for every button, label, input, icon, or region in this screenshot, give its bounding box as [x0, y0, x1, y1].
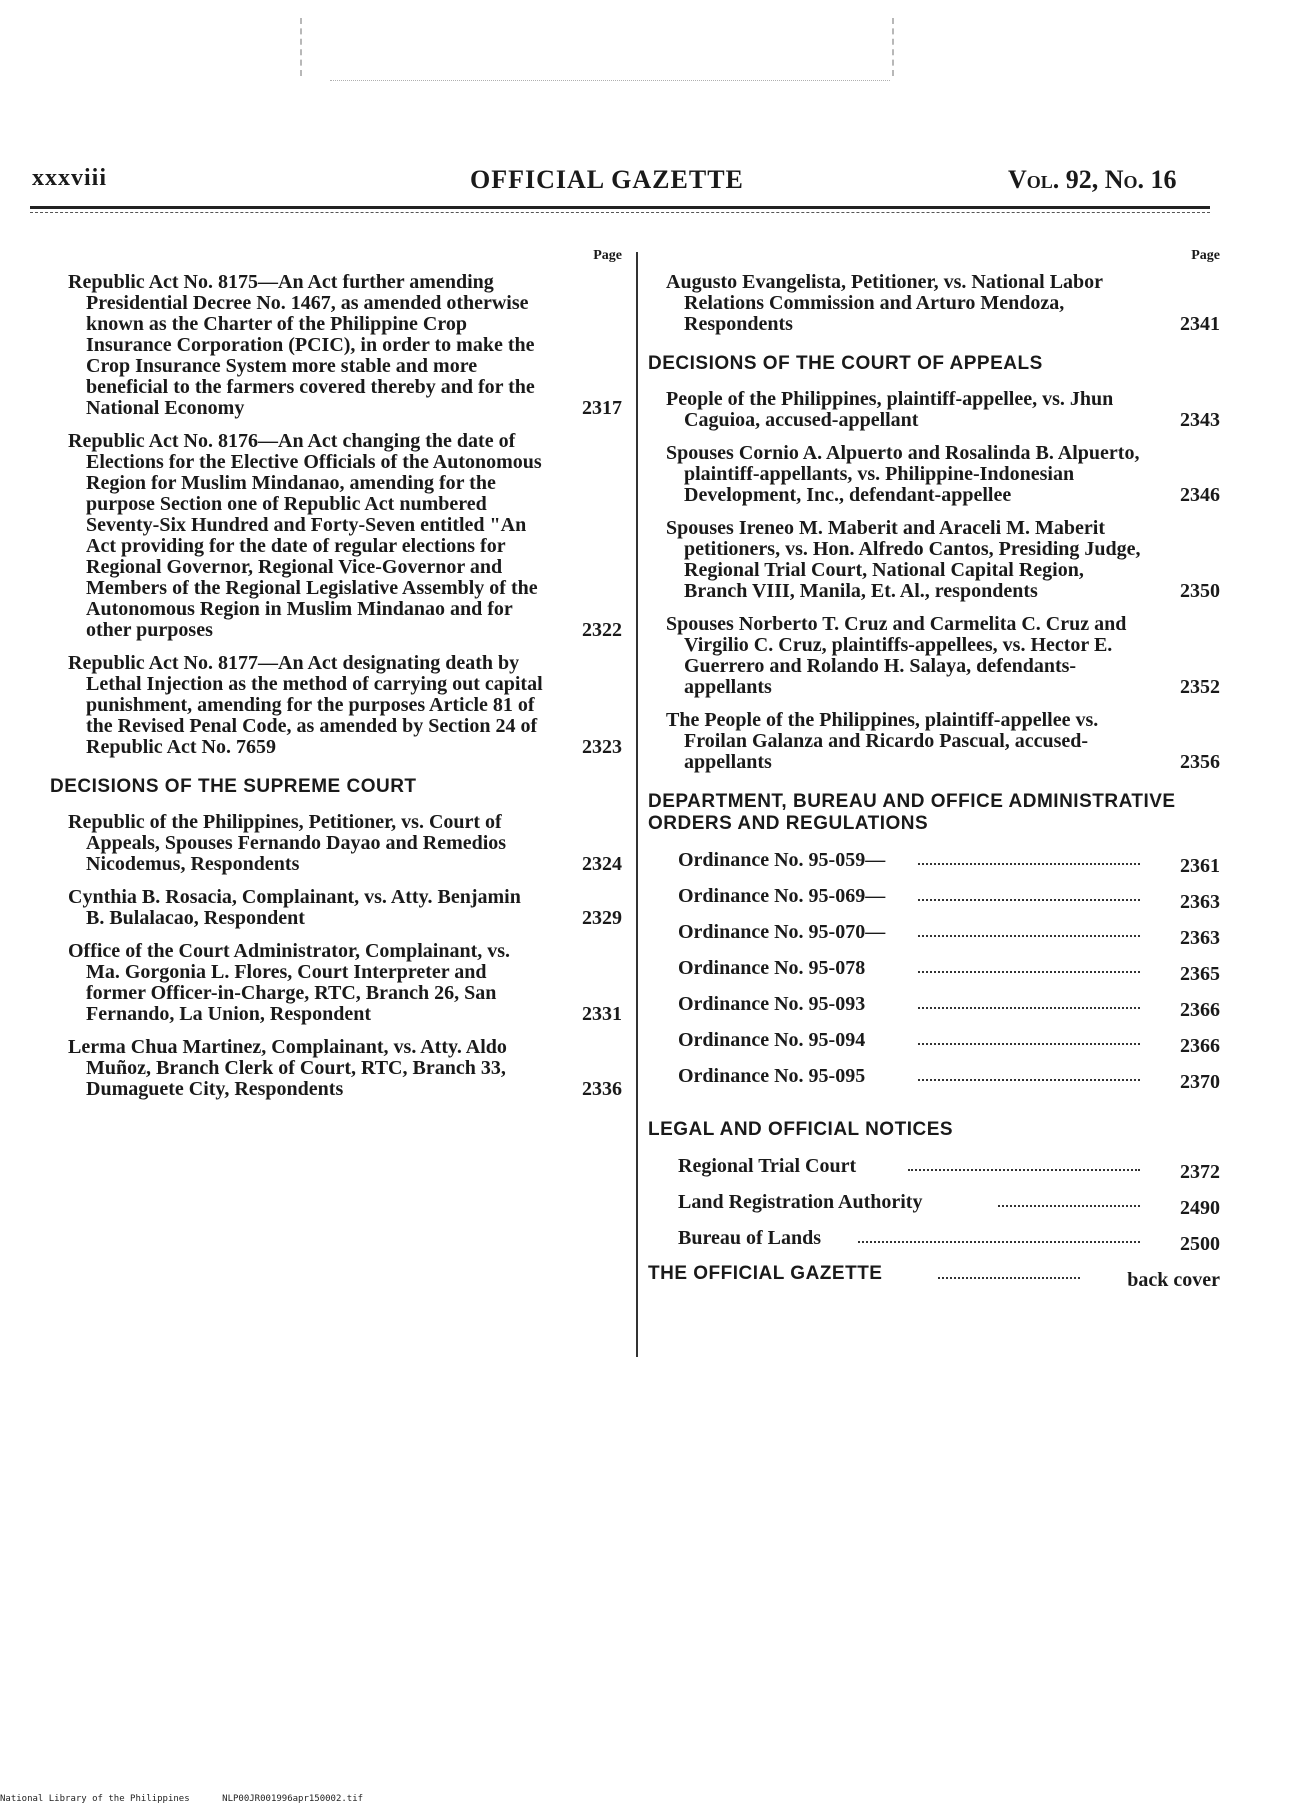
ordinance-label: Ordinance No. 95-078: [678, 957, 866, 979]
header-rule: [30, 206, 1210, 209]
section-heading-supreme-court: DECISIONS OF THE SUPREME COURT: [50, 776, 417, 797]
notice-row: [648, 1191, 1220, 1227]
ordinance-label: Ordinance No. 95-094: [678, 1029, 866, 1051]
toc-entry-text: Office of the Court Administrator, Complainant, vs. Ma. Gorgonia L. Flores, Court Interpreter and former Officer-in-Charge, RTC, Branch 26, San Fernando, La Union, Respondent: [68, 940, 511, 1025]
toc-entry-page: 2341: [1180, 313, 1220, 335]
publication-title: OFFICIAL GAZETTE: [470, 165, 744, 194]
left-column: [50, 248, 622, 1112]
notice-row: [648, 1155, 1220, 1191]
toc-entry: [648, 614, 1220, 698]
back-cover-page: back cover: [1127, 1269, 1220, 1291]
footer-library: National Library of the Philippines: [0, 1794, 190, 1804]
toc-entry-text: Republic Act No. 8176—An Act changing the date of Elections for the Elective Officials of the Autonomous Region for Muslim Mindanao, amending for the purpose Section one of Republic Act numbered Seventy-Six Hundred and Forty-Seven entitled "An Act providing for the date of regular elections for Regional Governor, Regional Vice-Governor and Members of the Regional Legislative Assembly of the Autonomous Region in Muslim Mindanao and for other purposes: [68, 430, 542, 641]
dot-leader: [918, 1079, 1140, 1081]
section-heading-department-orders: DEPARTMENT, BUREAU AND OFFICE ADMINISTRATIVE ORDERS AND REGULATIONS: [648, 791, 1176, 834]
ordinance-page: 2365: [1180, 963, 1220, 985]
dot-leader: [918, 1043, 1140, 1045]
ordinance-page: 2370: [1180, 1071, 1220, 1093]
toc-entry-page: 2346: [1180, 484, 1220, 506]
toc-entry-text: Republic of the Philippines, Petitioner, vs. Court of Appeals, Spouses Fernando Dayao and Remedios Nicodemus, Respondents: [68, 811, 507, 875]
ordinance-row: [648, 957, 1220, 993]
notice-label: Bureau of Lands: [678, 1227, 822, 1249]
toc-entry-text: Spouses Ireneo M. Maberit and Araceli M. Maberit petitioners, vs. Hon. Alfredo Cantos, Presiding Judge, Regional Trial Court, National Capital Region, Branch VIII, Manila, Et. Al., respondents: [666, 517, 1141, 602]
toc-entry-page: 2350: [1180, 580, 1220, 602]
toc-entry-page: 2343: [1180, 409, 1220, 431]
column-divider: [636, 252, 638, 1357]
back-cover-label: THE OFFICIAL GAZETTE: [648, 1263, 883, 1284]
ordinance-row: [648, 993, 1220, 1029]
toc-entry: [50, 431, 622, 641]
page-column-label: Page: [1191, 248, 1220, 263]
toc-entry-page: 2352: [1180, 676, 1220, 698]
ordinance-page: 2361: [1180, 855, 1220, 877]
ordinance-label: Ordinance No. 95-059—: [678, 849, 886, 871]
dot-leader: [918, 1007, 1140, 1009]
toc-entry-page: 2324: [582, 853, 622, 875]
ordinance-label: Ordinance No. 95-093: [678, 993, 866, 1015]
ordinance-page: 2366: [1180, 1035, 1220, 1057]
ordinance-row: [648, 1065, 1220, 1101]
notice-page: 2500: [1180, 1233, 1220, 1255]
ordinance-row: [648, 1029, 1220, 1065]
toc-entry-text: Cynthia B. Rosacia, Complainant, vs. Atty. Benjamin B. Bulalacao, Respondent: [68, 886, 521, 929]
toc-entry-page: 2356: [1180, 751, 1220, 773]
notice-label: Regional Trial Court: [678, 1155, 857, 1177]
volume-label: Vol. 92, No. 16: [1008, 165, 1177, 194]
toc-entry-text: People of the Philippines, plaintiff-appellee, vs. Jhun Caguioa, accused-appellant: [666, 388, 1114, 431]
toc-entry: [648, 710, 1220, 773]
faded-stamp: [300, 18, 894, 76]
ordinance-page: 2366: [1180, 999, 1220, 1021]
dot-leader: [858, 1241, 1140, 1243]
section-heading-court-of-appeals: DECISIONS OF THE COURT OF APPEALS: [648, 353, 1043, 374]
notice-label: Land Registration Authority: [678, 1191, 923, 1213]
toc-entry-page: 2322: [582, 619, 622, 641]
ordinance-row: [648, 849, 1220, 885]
toc-entry: [50, 1037, 622, 1100]
dot-leader: [918, 899, 1140, 901]
ordinance-label: Ordinance No. 95-069—: [678, 885, 886, 907]
toc-entry-text: Augusto Evangelista, Petitioner, vs. National Labor Relations Commission and Arturo Mendoza, Respondents: [666, 271, 1103, 335]
page-number-roman: xxxviii: [32, 165, 108, 191]
toc-entry: [648, 389, 1220, 431]
toc-entry: [50, 272, 622, 419]
faded-stamp-line: [330, 80, 890, 81]
dot-leader: [918, 863, 1140, 865]
toc-entry-page: 2323: [582, 736, 622, 758]
toc-entry-text: Republic Act No. 8175—An Act further amending Presidential Decree No. 1467, as amended otherwise known as the Charter of the Philippine Crop Insurance Corporation (PCIC), in order to make the Crop Insurance System more stable and more beneficial to the farmers covered thereby and for the National Economy: [68, 271, 535, 419]
right-column: [648, 248, 1220, 1299]
toc-entry: [50, 653, 622, 758]
dot-leader: [938, 1277, 1080, 1279]
dot-leader: [918, 971, 1140, 973]
toc-entry: [648, 518, 1220, 602]
ordinance-row: [648, 921, 1220, 957]
dot-leader: [998, 1205, 1140, 1207]
toc-entry-text: Republic Act No. 8177—An Act designating death by Lethal Injection as the method of carrying out capital punishment, amending for the purposes Article 81 of the Revised Penal Code, as amended by Section 24 of Republic Act No. 7659: [68, 652, 543, 758]
section-heading-legal-notices: LEGAL AND OFFICIAL NOTICES: [648, 1119, 954, 1140]
toc-entry: [648, 443, 1220, 506]
toc-entry: [648, 272, 1220, 335]
ordinance-label: Ordinance No. 95-070—: [678, 921, 886, 943]
ordinance-label: Ordinance No. 95-095: [678, 1065, 866, 1087]
toc-entry-page: 2331: [582, 1003, 622, 1025]
ordinance-page: 2363: [1180, 927, 1220, 949]
toc-entry: [50, 812, 622, 875]
page-column-label: Page: [593, 248, 622, 263]
toc-entry-text: Lerma Chua Martinez, Complainant, vs. Atty. Aldo Muñoz, Branch Clerk of Court, RTC, Branch 33, Dumaguete City, Respondents: [68, 1036, 507, 1100]
back-cover-row: [648, 1263, 1220, 1299]
toc-entry-page: 2317: [582, 397, 622, 419]
ordinance-row: [648, 885, 1220, 921]
notice-page: 2490: [1180, 1197, 1220, 1219]
header-rule-dashed: [30, 212, 1210, 213]
scan-footer: [0, 1794, 363, 1804]
toc-entry-text: The People of the Philippines, plaintiff-appellee vs. Froilan Galanza and Ricardo Pascual, accused-appellants: [666, 709, 1099, 773]
toc-entry: [50, 887, 622, 929]
dot-leader: [908, 1169, 1140, 1171]
toc-entry-text: Spouses Cornio A. Alpuerto and Rosalinda B. Alpuerto, plaintiff-appellants, vs. Philippine-Indonesian Development, Inc., defendant-appellee: [666, 442, 1140, 506]
dot-leader: [918, 935, 1140, 937]
toc-entry-text: Spouses Norberto T. Cruz and Carmelita C. Cruz and Virgilio C. Cruz, plaintiffs-appellees, vs. Hector E. Guerrero and Rolando H. Salaya, defendants-appellants: [666, 613, 1127, 698]
notice-page: 2372: [1180, 1161, 1220, 1183]
ordinance-page: 2363: [1180, 891, 1220, 913]
toc-entry-page: 2336: [582, 1078, 622, 1100]
toc-entry: [50, 941, 622, 1025]
footer-file: NLP00JR001996apr150002.tif: [222, 1794, 364, 1804]
notice-row: [648, 1227, 1220, 1263]
toc-entry-page: 2329: [582, 907, 622, 929]
